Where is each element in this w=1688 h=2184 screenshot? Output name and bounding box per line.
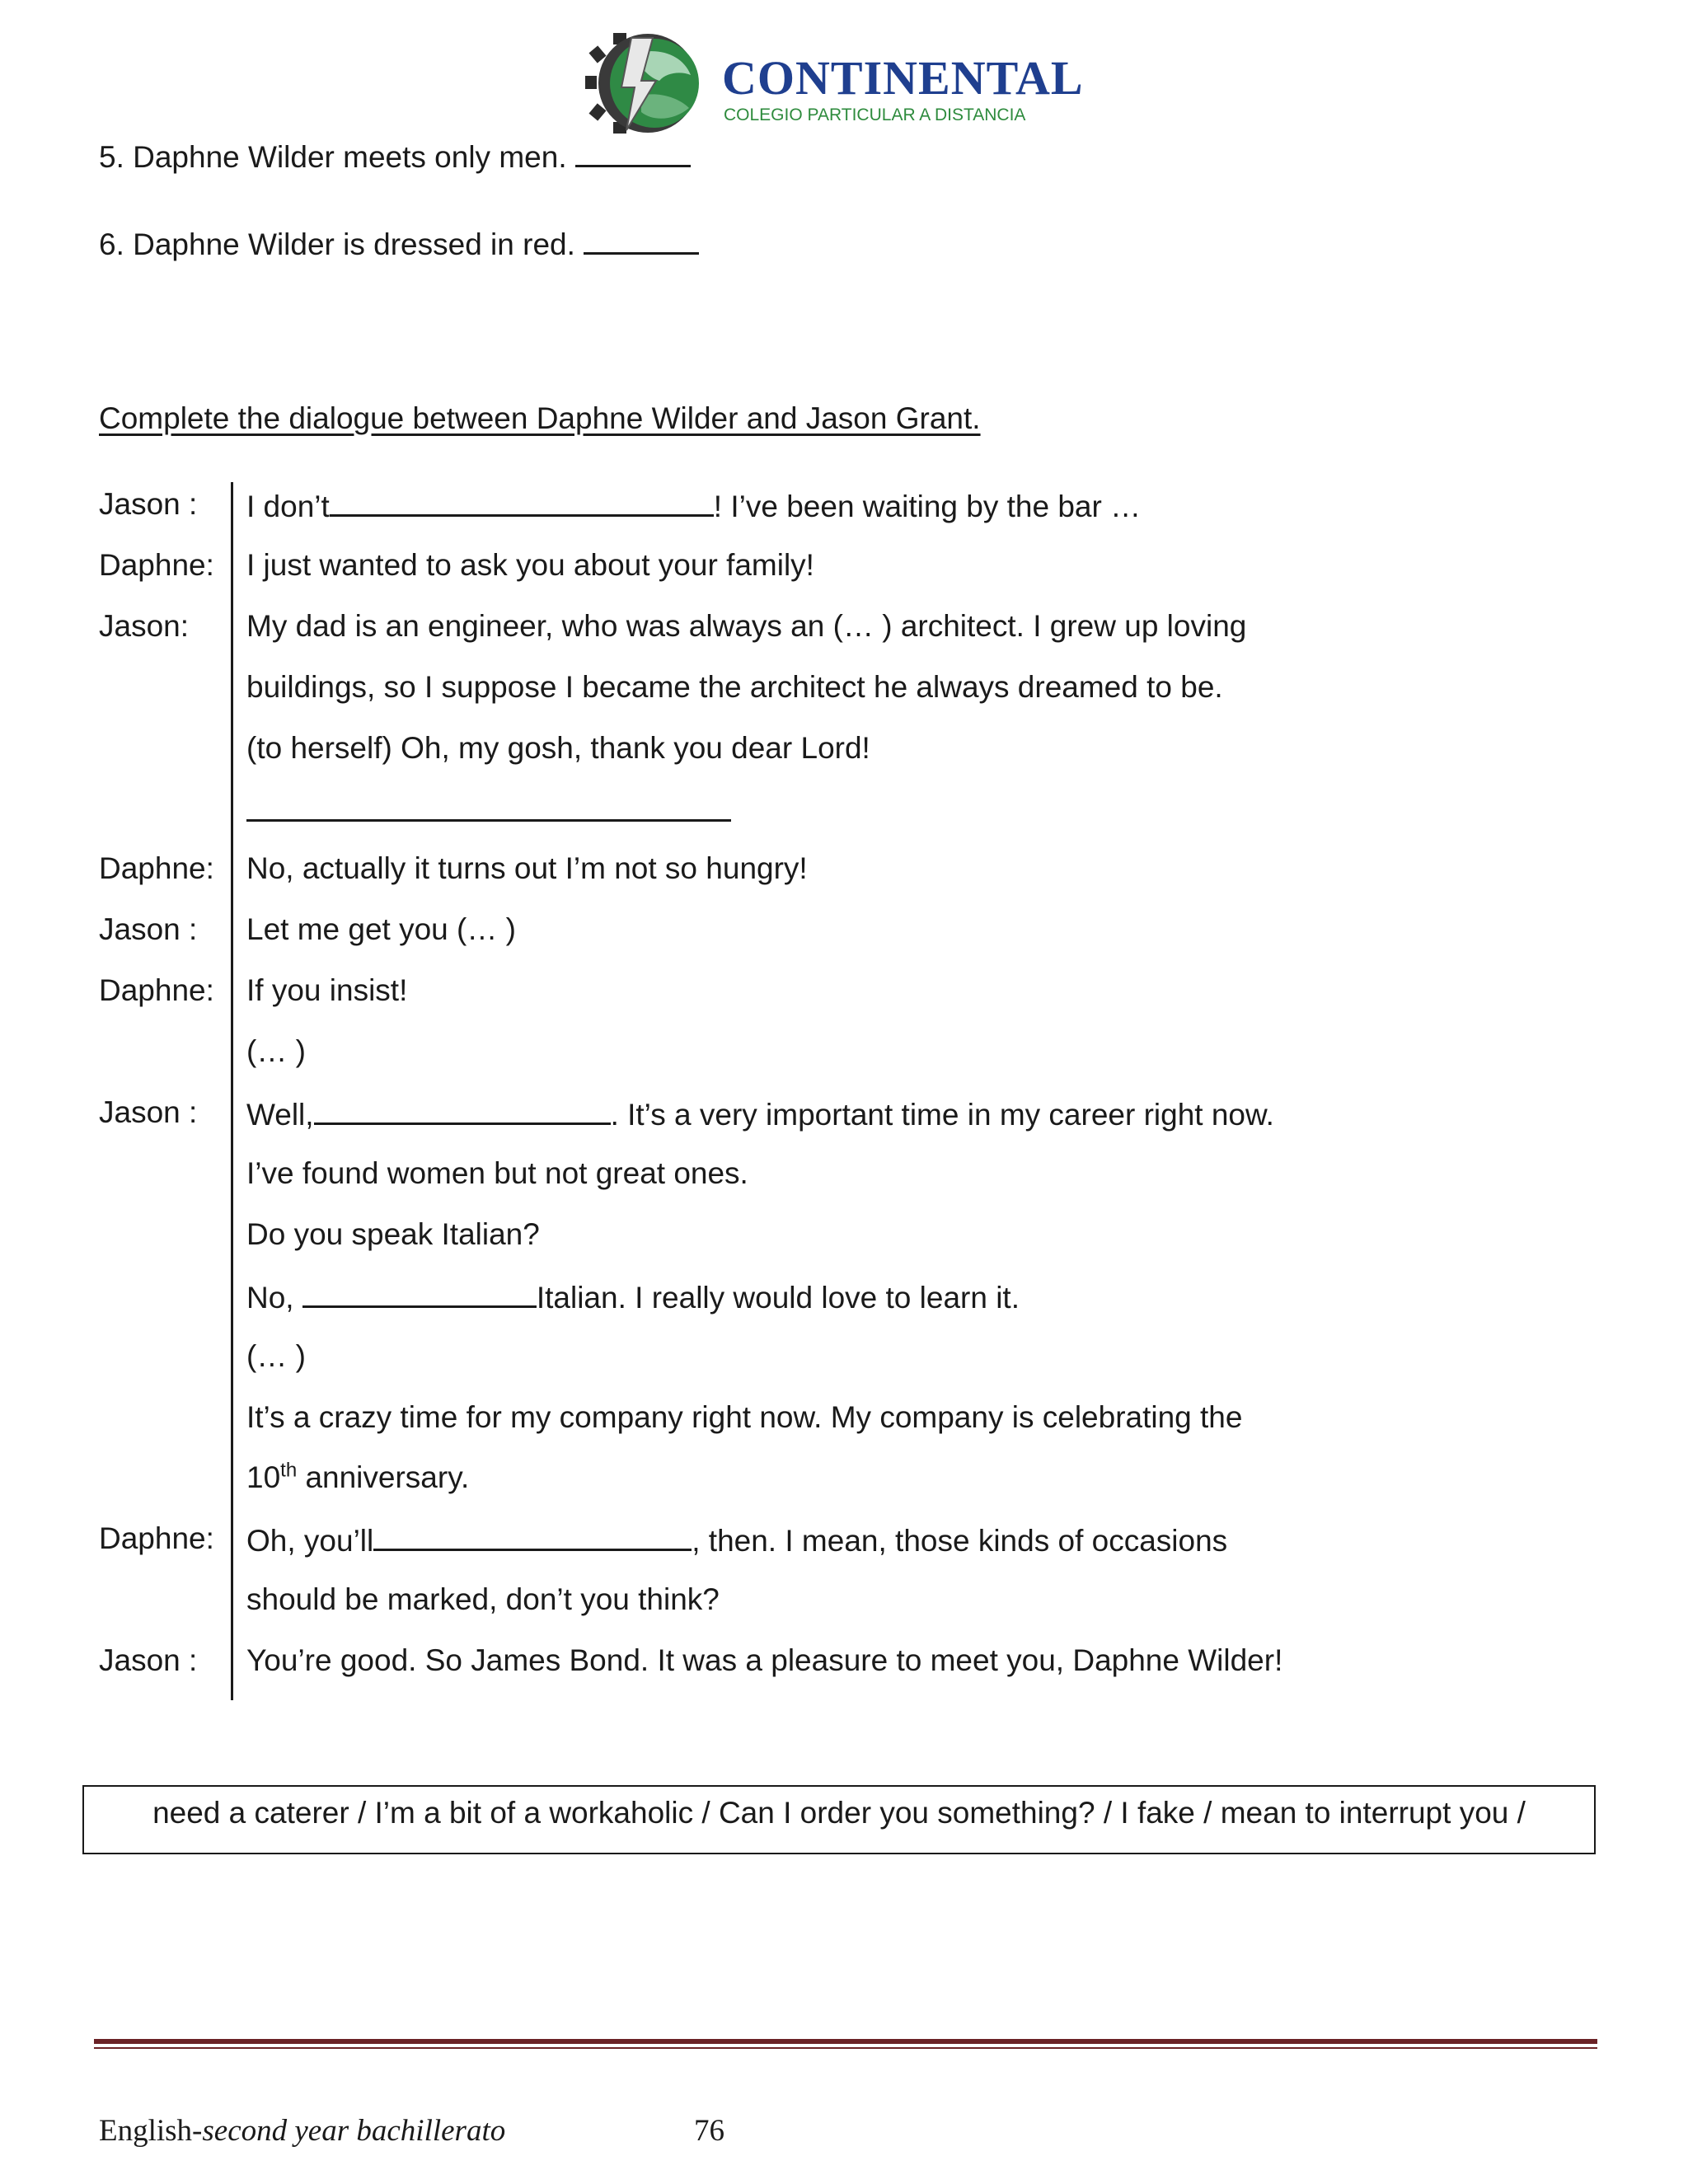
speaker-label: Daphne: xyxy=(99,1521,214,1555)
line-text: . It’s a very important time in my career right now. xyxy=(610,1098,1274,1132)
line-text: ! I’ve been waiting by the bar … xyxy=(713,490,1142,523)
dialogue-blank[interactable] xyxy=(314,1094,611,1125)
gear-globe-logo-icon xyxy=(584,30,715,137)
dialogue-blank[interactable] xyxy=(373,1521,692,1551)
speaker-label: Jason : xyxy=(99,1643,198,1677)
question-5 xyxy=(99,137,691,176)
footer-rule xyxy=(94,2039,1597,2044)
dialogue-line xyxy=(246,1094,1274,1133)
line-text: 10 xyxy=(246,1460,281,1494)
line-text: , then. I mean, those kinds of occasions xyxy=(692,1524,1228,1558)
dialogue-line: My dad is an engineer, who was always an (… ) architect. I grew up loving xyxy=(246,609,1247,643)
answer-blank[interactable] xyxy=(584,224,699,255)
speaker-label: Jason : xyxy=(99,912,198,946)
dialogue-line: Do you speak Italian? xyxy=(246,1217,540,1251)
speaker-label: Daphne: xyxy=(99,851,214,885)
line-text: anniversary. xyxy=(297,1460,470,1494)
dialogue-line: (… ) xyxy=(246,1034,306,1068)
dialogue-blank[interactable] xyxy=(330,486,714,517)
dialogue-line: Let me get you (… ) xyxy=(246,912,516,946)
dialogue-line: It’s a crazy time for my company right now. My company is celebrating the xyxy=(246,1400,1243,1434)
page-number: 76 xyxy=(694,2114,724,2148)
footer-subject: English- xyxy=(99,2114,203,2148)
line-text: Well, xyxy=(246,1098,314,1132)
logo-subtitle: COLEGIO PARTICULAR A DISTANCIA xyxy=(724,105,1026,124)
line-text: I don’t xyxy=(246,490,330,523)
speaker-label: Daphne: xyxy=(99,973,214,1007)
line-text: Italian. I really would love to learn it. xyxy=(536,1281,1020,1315)
question-6 xyxy=(99,224,699,263)
dialogue-line: You’re good. So James Bond. It was a pleasure to meet you, Daphne Wilder! xyxy=(246,1643,1283,1677)
dialogue-line xyxy=(246,791,731,830)
line-text: No, xyxy=(246,1281,302,1315)
word-bank-box xyxy=(82,1785,1596,1854)
instruction-heading: Complete the dialogue between Daphne Wilder and Jason Grant. xyxy=(99,401,981,435)
line-text: Oh, you’ll xyxy=(246,1524,374,1558)
speaker-label: Jason: xyxy=(99,609,190,643)
dialogue-line: I just wanted to ask you about your family! xyxy=(246,548,814,582)
word-bank-text: need a caterer / I’m a bit of a workaholic / Can I order you something? / I fake / mean to interrupt you / xyxy=(152,1796,1526,1830)
dialogue-line xyxy=(246,1460,469,1496)
question-text: 5. Daphne Wilder meets only men. xyxy=(99,140,567,174)
dialogue-line: If you insist! xyxy=(246,973,408,1007)
answer-blank[interactable] xyxy=(575,137,691,167)
dialogue-line: No, actually it turns out I’m not so hungry! xyxy=(246,851,808,885)
speaker-label: Jason : xyxy=(99,1095,198,1129)
header-logo xyxy=(584,30,1084,137)
dialogue-blank[interactable] xyxy=(246,791,731,822)
footer-rule-thin xyxy=(94,2047,1597,2049)
dialogue-line: should be marked, don’t you think? xyxy=(246,1582,720,1616)
logo-name: CONTINENTAL xyxy=(722,51,1084,105)
dialogue-line xyxy=(246,1521,1227,1559)
question-text: 6. Daphne Wilder is dressed in red. xyxy=(99,227,575,261)
dialogue-line: I’ve found women but not great ones. xyxy=(246,1156,748,1190)
speaker-label: Daphne: xyxy=(99,548,214,582)
dialogue-line: buildings, so I suppose I became the architect he always dreamed to be. xyxy=(246,670,1223,704)
dialogue-line: (… ) xyxy=(246,1339,306,1373)
dialogue-divider xyxy=(231,482,233,1700)
footer-course xyxy=(99,2113,505,2149)
footer-course-name: second year bachillerato xyxy=(202,2114,506,2148)
dialogue-line: (to herself) Oh, my gosh, thank you dear Lord! xyxy=(246,731,870,765)
ordinal-suffix: th xyxy=(280,1459,298,1482)
dialogue-blank[interactable] xyxy=(302,1277,537,1308)
dialogue-line xyxy=(246,486,1141,525)
dialogue-line xyxy=(246,1277,1020,1316)
speaker-label: Jason : xyxy=(99,487,198,521)
